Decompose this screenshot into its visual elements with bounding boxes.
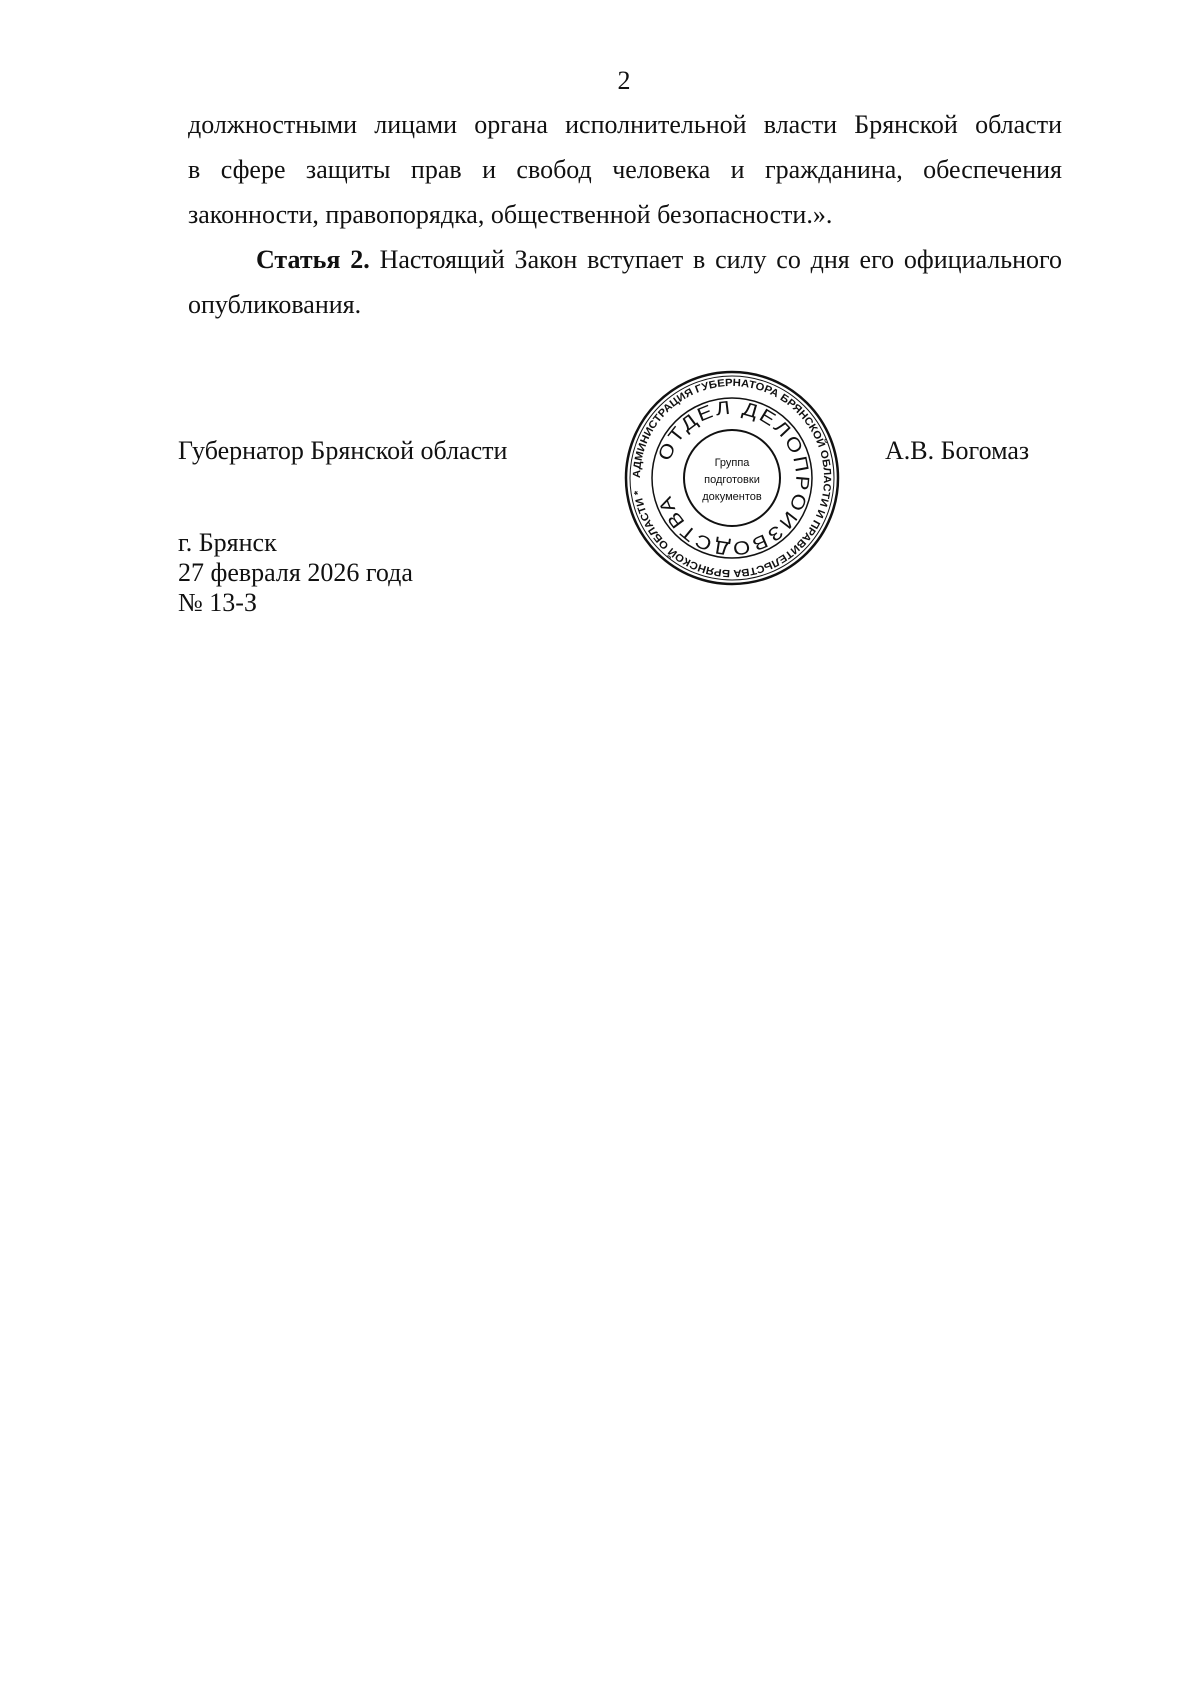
- signatory-title: Губернатор Брянской области: [178, 436, 508, 465]
- text-line: [188, 237, 1062, 282]
- date: 27 февраля 2026 года: [178, 558, 413, 587]
- article-2: [188, 237, 1062, 327]
- paragraph-continuation: [188, 102, 1062, 237]
- stamp-center-line: Группа: [714, 457, 750, 469]
- text-line: в сфере защиты прав и свобод человека и гражданина, обеспечения: [188, 155, 1062, 184]
- text-line: должностными лицами органа исполнительной власти Брянской области: [188, 110, 1062, 139]
- stamp-outer-text: АДМИНИСТРАЦИЯ ГУБЕРНАТОРА БРЯНСКОЙ ОБЛАСТИ И ПРАВИТЕЛЬСТВА БРЯНСКОЙ ОБЛАСТИ *: [630, 376, 834, 580]
- page-number: 2: [617, 66, 631, 95]
- stamp-middle-text: ОТДЕЛ ДЕЛОПРОИЗВОДСТВА: [654, 397, 813, 559]
- stamp-center-line: подготовки: [704, 474, 760, 486]
- official-stamp: [620, 370, 844, 586]
- article-label: Статья 2.: [256, 245, 370, 274]
- text-line: законности, правопорядка, общественной безопасности.».: [188, 200, 833, 229]
- signatory-name: А.В. Богомаз: [885, 436, 1030, 465]
- stamp-center-line: документов: [702, 491, 762, 503]
- article-text: Настоящий Закон вступает в силу со дня его официального: [379, 245, 1063, 274]
- place-date-number: [178, 528, 413, 618]
- city: г. Брянск: [178, 528, 277, 557]
- law-number: № 13-З: [178, 588, 257, 617]
- text-line: опубликования.: [188, 290, 362, 319]
